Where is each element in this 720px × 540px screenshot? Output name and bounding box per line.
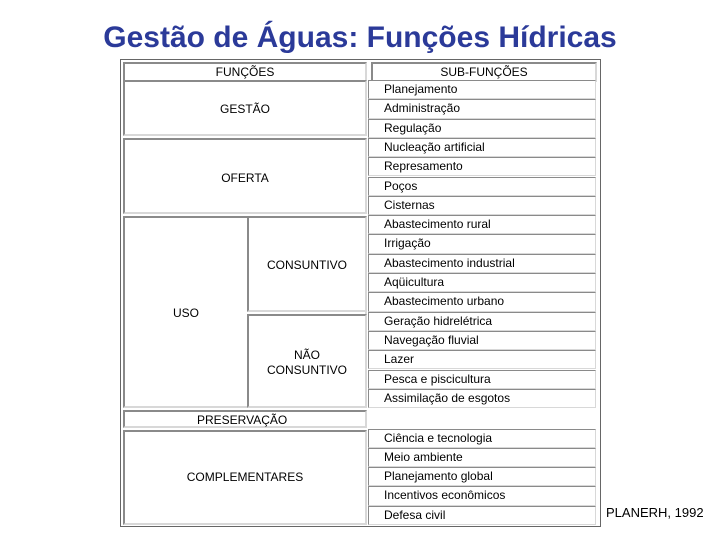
function-uso-label: USO [173, 306, 200, 320]
subfunction-row: Pesca e piscicultura [368, 370, 596, 389]
subfunction-row: Regulação [368, 119, 596, 138]
subfunction-row: Abastecimento urbano [368, 292, 596, 311]
subfunction-row: Abastecimento rural [368, 215, 596, 234]
subfunction-row: Lazer [368, 350, 596, 369]
subfunction-row: Administração [368, 99, 596, 118]
function-nao-consuntivo-cell [247, 314, 367, 408]
function-gestao-cell [123, 80, 367, 136]
function-consuntivo-cell [247, 216, 367, 312]
subfunction-row: Poços [368, 177, 596, 196]
function-consuntivo-label: CONSUNTIVO [266, 258, 347, 272]
header-subfunctions-cell [371, 62, 597, 82]
function-gestao-label: GESTÃO [219, 102, 270, 116]
subfunction-row: Assimilação de esgotos [368, 389, 596, 408]
subfunction-row: Aqüicultura [368, 273, 596, 292]
function-oferta-label: OFERTA [221, 171, 269, 185]
function-nao-consuntivo-label-2: CONSUNTIVO [266, 363, 347, 377]
page-title: Gestão de Águas: Funções Hídricas [103, 21, 617, 54]
subfunction-row: Cisternas [368, 196, 596, 215]
function-preservacao-label: PRESERVAÇÃO [197, 413, 288, 427]
function-complementares-cell [123, 430, 367, 525]
header-functions-label: FUNÇÕES [215, 65, 275, 79]
subfunction-row: Geração hidrelétrica [368, 312, 596, 331]
subfunction-row: Represamento [368, 157, 596, 176]
subfunction-row: Navegação fluvial [368, 331, 596, 350]
function-oferta-cell [123, 138, 367, 214]
function-preservacao-cell [123, 410, 367, 428]
subfunction-row: Abastecimento industrial [368, 254, 596, 273]
function-nao-consuntivo-label-1: NÃO [293, 348, 320, 362]
header-functions-cell [123, 62, 367, 82]
subfunction-row: Defesa civil [368, 506, 596, 525]
header-subfunctions-label: SUB-FUNÇÕES [440, 65, 528, 79]
subfunction-row: Ciência e tecnologia [368, 429, 596, 448]
source-citation: PLANERH, 1992 [606, 505, 704, 520]
subfunction-row: Meio ambiente [368, 448, 596, 467]
subfunction-row: Planejamento [368, 80, 596, 99]
subfunction-row: Nucleação artificial [368, 138, 596, 157]
function-complementares-label: COMPLEMENTARES [186, 470, 304, 484]
subfunction-row: Irrigação [368, 234, 596, 253]
subfunction-row: Planejamento global [368, 467, 596, 486]
subfunction-row: Incentivos econômicos [368, 486, 596, 505]
